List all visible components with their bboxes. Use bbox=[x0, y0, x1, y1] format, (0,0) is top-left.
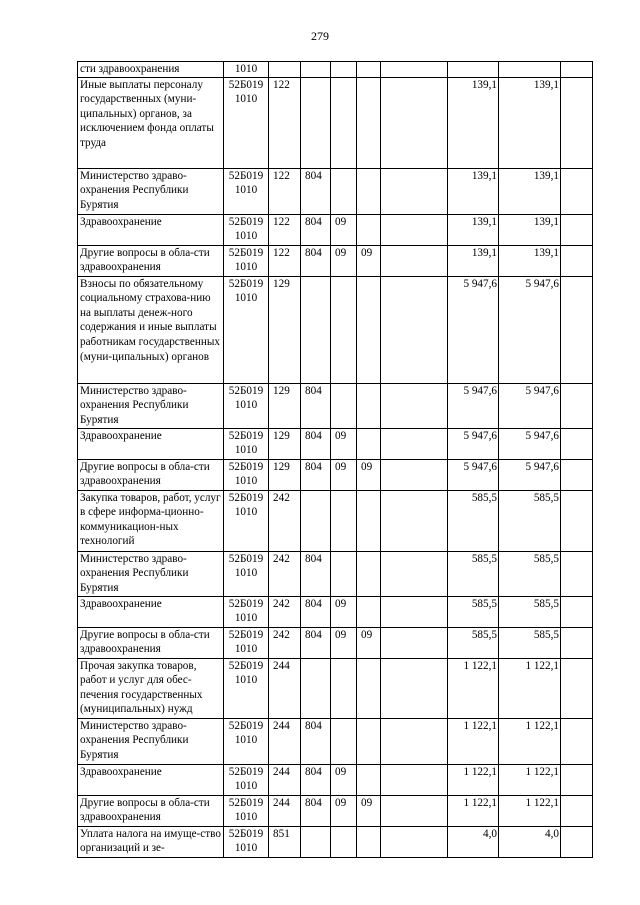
row-empty bbox=[561, 596, 593, 627]
row-amount-total: 1 122,1 bbox=[499, 795, 561, 826]
row-ministry-code: 804 bbox=[301, 459, 331, 490]
row-code: 52Б019 1010 bbox=[224, 551, 269, 596]
row-expense-type: 122 bbox=[269, 214, 301, 245]
row-name: Министерство здраво-охранения Республики Бурятия bbox=[78, 168, 224, 214]
row-empty bbox=[561, 459, 593, 490]
row-section bbox=[331, 718, 357, 764]
row-empty bbox=[561, 276, 593, 383]
row-code: 52Б019 1010 bbox=[224, 718, 269, 764]
row-ministry-code: 804 bbox=[301, 795, 331, 826]
row-amount: 4,0 bbox=[448, 826, 499, 857]
row-empty bbox=[561, 383, 593, 428]
row-name: Здравоохранение bbox=[78, 214, 224, 245]
row-empty bbox=[381, 459, 448, 490]
row-empty bbox=[561, 245, 593, 276]
row-expense-type: 244 bbox=[269, 764, 301, 795]
table-row bbox=[78, 276, 593, 383]
row-empty bbox=[381, 276, 448, 383]
row-empty bbox=[381, 245, 448, 276]
row-ministry-code bbox=[301, 826, 331, 857]
row-empty bbox=[561, 795, 593, 826]
row-empty bbox=[561, 214, 593, 245]
row-code: 52Б019 1010 bbox=[224, 168, 269, 214]
row-ministry-code: 804 bbox=[301, 214, 331, 245]
row-empty bbox=[381, 428, 448, 459]
row-empty bbox=[381, 214, 448, 245]
row-amount-total: 585,5 bbox=[499, 596, 561, 627]
row-amount-total: 5 947,6 bbox=[499, 428, 561, 459]
row-amount: 5 947,6 bbox=[448, 276, 499, 383]
row-subsection: 09 bbox=[357, 459, 381, 490]
row-empty bbox=[561, 764, 593, 795]
row-amount-total bbox=[499, 62, 561, 78]
row-subsection: 09 bbox=[357, 795, 381, 826]
table-row bbox=[78, 826, 593, 857]
row-ministry-code: 804 bbox=[301, 718, 331, 764]
row-expense-type: 851 bbox=[269, 826, 301, 857]
row-amount-total: 585,5 bbox=[499, 627, 561, 658]
row-empty bbox=[381, 383, 448, 428]
table-row bbox=[78, 214, 593, 245]
row-section: 09 bbox=[331, 627, 357, 658]
row-name: Другие вопросы в обла-сти здравоохранения bbox=[78, 245, 224, 276]
row-name: Другие вопросы в обла-сти здравоохранения bbox=[78, 627, 224, 658]
table-row bbox=[78, 718, 593, 764]
row-code: 52Б019 1010 bbox=[224, 77, 269, 168]
row-expense-type: 122 bbox=[269, 245, 301, 276]
row-subsection bbox=[357, 62, 381, 78]
row-amount: 5 947,6 bbox=[448, 383, 499, 428]
row-amount: 1 122,1 bbox=[448, 658, 499, 718]
row-code: 52Б019 1010 bbox=[224, 428, 269, 459]
table-row bbox=[78, 795, 593, 826]
row-ministry-code: 804 bbox=[301, 627, 331, 658]
row-section: 09 bbox=[331, 764, 357, 795]
table-row bbox=[78, 383, 593, 428]
row-amount-total: 585,5 bbox=[499, 490, 561, 551]
row-subsection bbox=[357, 214, 381, 245]
budget-table bbox=[77, 61, 593, 858]
row-empty bbox=[561, 718, 593, 764]
row-ministry-code: 804 bbox=[301, 764, 331, 795]
row-amount-total: 5 947,6 bbox=[499, 383, 561, 428]
row-code: 52Б019 1010 bbox=[224, 658, 269, 718]
row-name: Здравоохранение bbox=[78, 596, 224, 627]
row-empty bbox=[561, 428, 593, 459]
row-section: 09 bbox=[331, 428, 357, 459]
page-number: 279 bbox=[311, 29, 329, 43]
row-empty bbox=[381, 551, 448, 596]
row-empty bbox=[561, 551, 593, 596]
row-ministry-code bbox=[301, 62, 331, 78]
row-expense-type: 242 bbox=[269, 596, 301, 627]
row-code: 52Б019 1010 bbox=[224, 627, 269, 658]
row-empty bbox=[561, 77, 593, 168]
row-amount-total: 5 947,6 bbox=[499, 459, 561, 490]
row-section bbox=[331, 77, 357, 168]
row-amount: 585,5 bbox=[448, 596, 499, 627]
row-amount: 1 122,1 bbox=[448, 795, 499, 826]
row-empty bbox=[381, 62, 448, 78]
row-subsection bbox=[357, 596, 381, 627]
row-empty bbox=[381, 627, 448, 658]
row-name: Другие вопросы в обла-сти здравоохранения bbox=[78, 795, 224, 826]
row-ministry-code: 804 bbox=[301, 596, 331, 627]
table-row bbox=[78, 596, 593, 627]
row-code: 52Б019 1010 bbox=[224, 383, 269, 428]
row-subsection bbox=[357, 826, 381, 857]
table-row bbox=[78, 551, 593, 596]
row-subsection bbox=[357, 276, 381, 383]
row-amount: 585,5 bbox=[448, 627, 499, 658]
table-row bbox=[78, 764, 593, 795]
row-empty bbox=[381, 764, 448, 795]
row-empty bbox=[381, 826, 448, 857]
row-amount-total: 1 122,1 bbox=[499, 658, 561, 718]
row-empty bbox=[561, 490, 593, 551]
row-name: Здравоохранение bbox=[78, 764, 224, 795]
row-subsection bbox=[357, 168, 381, 214]
row-amount: 585,5 bbox=[448, 551, 499, 596]
row-amount-total: 139,1 bbox=[499, 168, 561, 214]
row-empty bbox=[561, 627, 593, 658]
row-section bbox=[331, 551, 357, 596]
row-amount: 139,1 bbox=[448, 245, 499, 276]
row-expense-type: 244 bbox=[269, 658, 301, 718]
row-subsection bbox=[357, 490, 381, 551]
row-code: 52Б019 1010 bbox=[224, 459, 269, 490]
row-empty bbox=[381, 168, 448, 214]
row-section bbox=[331, 490, 357, 551]
row-name: Уплата налога на имуще-ство организаций и зе- bbox=[78, 826, 224, 857]
row-section: 09 bbox=[331, 795, 357, 826]
row-ministry-code: 804 bbox=[301, 383, 331, 428]
row-amount-total: 1 122,1 bbox=[499, 764, 561, 795]
row-amount: 139,1 bbox=[448, 168, 499, 214]
row-section bbox=[331, 62, 357, 78]
row-subsection bbox=[357, 718, 381, 764]
row-empty bbox=[561, 62, 593, 78]
row-section bbox=[331, 826, 357, 857]
row-name: сти здравоохранения bbox=[78, 62, 224, 78]
row-empty bbox=[561, 168, 593, 214]
table-body bbox=[78, 62, 593, 858]
row-section: 09 bbox=[331, 214, 357, 245]
row-amount-total: 1 122,1 bbox=[499, 718, 561, 764]
row-expense-type: 244 bbox=[269, 718, 301, 764]
row-expense-type: 129 bbox=[269, 428, 301, 459]
row-subsection bbox=[357, 428, 381, 459]
table-row bbox=[78, 77, 593, 168]
row-name: Министерство здраво-охранения Республики Бурятия bbox=[78, 551, 224, 596]
row-subsection: 09 bbox=[357, 245, 381, 276]
row-expense-type: 244 bbox=[269, 795, 301, 826]
row-amount-total: 139,1 bbox=[499, 214, 561, 245]
row-section bbox=[331, 276, 357, 383]
row-amount: 1 122,1 bbox=[448, 764, 499, 795]
row-name: Другие вопросы в обла-сти здравоохранения bbox=[78, 459, 224, 490]
row-empty bbox=[381, 658, 448, 718]
row-code: 52Б019 1010 bbox=[224, 596, 269, 627]
row-subsection bbox=[357, 77, 381, 168]
row-code: 52Б019 1010 bbox=[224, 214, 269, 245]
row-ministry-code bbox=[301, 658, 331, 718]
row-subsection bbox=[357, 383, 381, 428]
table-row bbox=[78, 428, 593, 459]
row-expense-type: 242 bbox=[269, 627, 301, 658]
row-expense-type: 122 bbox=[269, 77, 301, 168]
row-code: 52Б019 1010 bbox=[224, 826, 269, 857]
row-section: 09 bbox=[331, 459, 357, 490]
row-ministry-code: 804 bbox=[301, 245, 331, 276]
row-empty bbox=[381, 490, 448, 551]
row-amount-total: 139,1 bbox=[499, 77, 561, 168]
table-row bbox=[78, 490, 593, 551]
row-expense-type: 129 bbox=[269, 383, 301, 428]
row-amount: 1 122,1 bbox=[448, 718, 499, 764]
row-empty bbox=[381, 596, 448, 627]
table-row bbox=[78, 658, 593, 718]
row-amount: 139,1 bbox=[448, 77, 499, 168]
row-section bbox=[331, 658, 357, 718]
row-expense-type: 129 bbox=[269, 276, 301, 383]
table-row bbox=[78, 459, 593, 490]
row-amount: 5 947,6 bbox=[448, 428, 499, 459]
table-row bbox=[78, 62, 593, 78]
row-empty bbox=[561, 826, 593, 857]
row-name: Министерство здраво-охранения Республики Бурятия bbox=[78, 718, 224, 764]
row-ministry-code bbox=[301, 276, 331, 383]
row-amount: 5 947,6 bbox=[448, 459, 499, 490]
row-empty bbox=[381, 795, 448, 826]
row-name: Здравоохранение bbox=[78, 428, 224, 459]
row-name: Прочая закупка товаров, работ и услуг для обес-печения государственных (муниципальных) нужд bbox=[78, 658, 224, 718]
row-code: 52Б019 1010 bbox=[224, 490, 269, 551]
row-ministry-code bbox=[301, 77, 331, 168]
row-code: 52Б019 1010 bbox=[224, 276, 269, 383]
row-amount-total: 585,5 bbox=[499, 551, 561, 596]
row-empty bbox=[381, 77, 448, 168]
row-code: 52Б019 1010 bbox=[224, 245, 269, 276]
row-subsection bbox=[357, 658, 381, 718]
row-subsection: 09 bbox=[357, 627, 381, 658]
row-code: 52Б019 1010 bbox=[224, 795, 269, 826]
row-section: 09 bbox=[331, 596, 357, 627]
row-ministry-code bbox=[301, 490, 331, 551]
row-amount-total: 4,0 bbox=[499, 826, 561, 857]
row-empty bbox=[561, 658, 593, 718]
row-name: Министерство здраво-охранения Республики Бурятия bbox=[78, 383, 224, 428]
row-section bbox=[331, 168, 357, 214]
row-ministry-code: 804 bbox=[301, 168, 331, 214]
row-code: 1010 bbox=[224, 62, 269, 78]
row-name: Иные выплаты персоналу государственных (муни-ципальных) органов, за исключением фонда оплаты труда bbox=[78, 77, 224, 168]
row-section: 09 bbox=[331, 245, 357, 276]
row-name: Закупка товаров, работ, услуг в сфере информа-ционно-коммуникацион-ных технологий bbox=[78, 490, 224, 551]
row-subsection bbox=[357, 764, 381, 795]
row-expense-type: 129 bbox=[269, 459, 301, 490]
row-expense-type: 242 bbox=[269, 551, 301, 596]
row-name: Взносы по обязательному социальному страхова-нию на выплаты денеж-ного содержания и иные выплаты работникам государственных (муни-ципальных) органов bbox=[78, 276, 224, 383]
row-ministry-code: 804 bbox=[301, 551, 331, 596]
row-code: 52Б019 1010 bbox=[224, 764, 269, 795]
table-row bbox=[78, 245, 593, 276]
row-subsection bbox=[357, 551, 381, 596]
row-amount-total: 5 947,6 bbox=[499, 276, 561, 383]
row-amount: 585,5 bbox=[448, 490, 499, 551]
row-amount: 139,1 bbox=[448, 214, 499, 245]
row-expense-type: 122 bbox=[269, 168, 301, 214]
row-expense-type bbox=[269, 62, 301, 78]
row-amount bbox=[448, 62, 499, 78]
row-expense-type: 242 bbox=[269, 490, 301, 551]
row-empty bbox=[381, 718, 448, 764]
row-ministry-code: 804 bbox=[301, 428, 331, 459]
row-amount-total: 139,1 bbox=[499, 245, 561, 276]
row-section bbox=[331, 383, 357, 428]
table-row bbox=[78, 627, 593, 658]
table-row bbox=[78, 168, 593, 214]
